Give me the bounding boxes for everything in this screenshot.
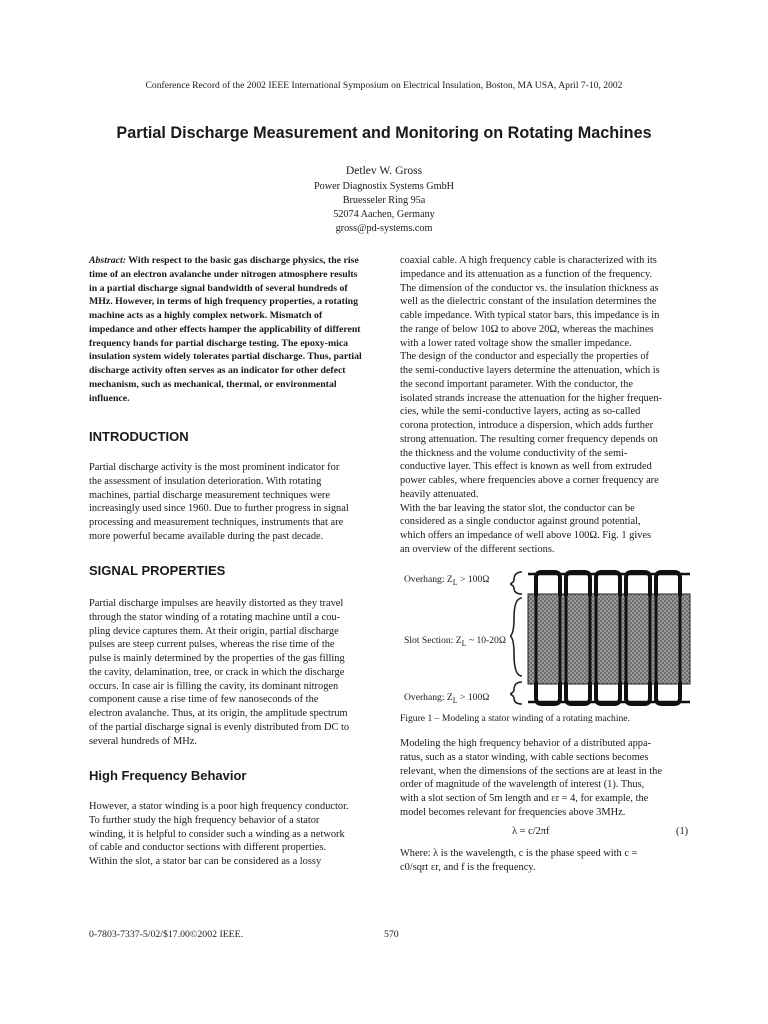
- conference-header: Conference Record of the 2002 IEEE International Symposium on Electrical Insulation, Boston, MA USA, April 7-10, 2002: [145, 80, 623, 91]
- author-name: Detlev W. Gross: [345, 164, 423, 177]
- text-line: more powerful became available during the past decade.: [89, 530, 324, 542]
- high-frequency-text: [89, 800, 385, 869]
- text-line: electron avalanche. Thus, at its origin, the amplitude spectrum: [89, 708, 348, 719]
- abstract-line: discharge activity often serves as an indicator for other defect: [89, 365, 346, 376]
- text-line: cable impedance. With typical stator bars, this impedance is in: [400, 310, 660, 321]
- abstract-line: machine acts as a highly complex network. Mismatch of: [89, 310, 323, 321]
- text-line: Partial discharge activity is the most prominent indicator for: [89, 462, 340, 473]
- text-line: Partial discharge impulses are heavily distorted as they travel: [89, 598, 344, 609]
- abstract-line: impedance and other effects hamper the applicability of different: [89, 323, 361, 335]
- text-line: the semi-conductive layers determine the attenuation, which is: [400, 365, 660, 376]
- text-line: the second important parameter. With the conductor, the: [400, 378, 633, 390]
- abstract-line: mechanism, such as mechanical, thermal, or environmental: [89, 378, 337, 390]
- text-line: To further study the high frequency behavior of a stator: [89, 814, 320, 826]
- abstract-label: Abstract:: [89, 255, 127, 266]
- text-line: With the bar leaving the stator slot, the conductor can be: [400, 502, 635, 514]
- text-line: the range of below 10Ω to above 20Ω, whereas the machines: [400, 323, 654, 335]
- stator-winding-figure: [510, 568, 696, 710]
- text-line: component cause a rise time of few nanoseconds of the: [89, 694, 319, 706]
- signal-properties-text: [89, 597, 385, 748]
- text-line: an overview of the different sections.: [400, 543, 555, 555]
- text-line: processing and measurement techniques, instruments that are: [89, 517, 344, 528]
- text-line: cies, while the semi-conductive layers, acting as so-called: [400, 406, 641, 418]
- figure-caption: Figure 1 – Modeling a stator winding of a rotating machine.: [400, 713, 630, 724]
- figure-label-overhang-bottom: Overhang: $Z_L > 100\Omega$: [404, 692, 490, 705]
- text-line: heavily attenuated.: [400, 488, 479, 500]
- text-line: The dimension of the conductor vs. the insulation thickness as: [400, 282, 659, 294]
- text-line: However, a stator winding is a poor high frequency conductor.: [89, 801, 349, 812]
- text-line: c0/sqrt εr, and f is the frequency.: [400, 861, 536, 873]
- text-line: The design of the conductor and especially the properties of: [400, 351, 649, 363]
- equation-wavelength: λ = c/2πf: [512, 826, 550, 837]
- text-line: strong attenuation. The resulting corner frequency depends on: [400, 433, 658, 445]
- text-line: the thickness and the volume conductivity of the semi-: [400, 447, 628, 459]
- text-line: which offers an impedance of well above 100Ω. Fig. 1 gives: [400, 530, 652, 541]
- introduction-text: [89, 461, 385, 544]
- heading-signal-properties: SIGNAL PROPERTIES: [89, 563, 226, 578]
- affiliation-city: 52074 Aachen, Germany: [333, 209, 435, 220]
- heading-high-frequency-behavior: High Frequency Behavior: [89, 768, 247, 783]
- right-column-text-3: [400, 847, 696, 875]
- text-line: isolated strands increase the attenuation for the higher frequen-: [400, 392, 662, 404]
- text-line: occurs. In case air is filling the cavity, its dominant nitrogen: [89, 680, 339, 692]
- text-line: considered as a single conductor against ground potential,: [400, 516, 641, 528]
- abstract-line: influence.: [89, 392, 130, 404]
- text-line: pling device captures them. At their origin, partial discharge: [89, 625, 339, 637]
- page-number: 570: [384, 929, 399, 940]
- text-line: power cables, where frequencies above a corner frequency are: [400, 475, 659, 486]
- brace-middle-icon: [510, 598, 522, 676]
- figure-label-overhang-top: Overhang: $Z_L > 100\Omega$: [404, 574, 490, 587]
- text-line: Modeling the high frequency behavior of a distributed appa-: [400, 738, 652, 749]
- text-line: the assessment of insulation deterioration. With rotating: [89, 475, 322, 487]
- affiliation-street: Bruesseler Ring 95a: [342, 195, 426, 206]
- paper-title: Partial Discharge Measurement and Monitoring on Rotating Machines: [116, 124, 652, 142]
- abstract-line: time of an electron avalanche under nitrogen atmosphere results: [89, 268, 358, 280]
- text-line: machines, partial discharge measurement techniques were: [89, 489, 331, 501]
- text-line: pulses are steep current pulses, whereas the rise time of the: [89, 639, 335, 651]
- text-line: winding, it is helpful to consider such a winding as a network: [89, 828, 345, 840]
- text-line: relevant, when the dimensions of the sections are at least in the: [400, 765, 662, 777]
- brace-bottom-icon: [510, 682, 522, 704]
- right-column-text-2: [400, 737, 696, 820]
- text-line: order of magnitude of the wavelength of interest (1). Thus,: [400, 779, 645, 791]
- text-line: Within the slot, a stator bar can be considered as a lossy: [89, 856, 322, 867]
- brace-top-icon: [510, 572, 522, 594]
- text-line: impedance and its attenuation as a function of the frequency.: [400, 268, 653, 280]
- abstract: [89, 254, 385, 405]
- text-line: Where: λ is the wavelength, c is the phase speed with c =: [400, 848, 638, 859]
- text-line: well as the dielectric constant of the insulation determines the: [400, 296, 657, 308]
- figure-label-slot-section: Slot Section: $Z_L$ ~ 10-20Ω: [404, 635, 506, 648]
- right-column-text-1: [400, 254, 696, 557]
- abstract-line: With respect to the basic gas discharge physics, the rise: [128, 255, 359, 266]
- text-line: several hundreds of MHz.: [89, 735, 197, 747]
- affiliation-email: gross@pd-systems.com: [335, 223, 433, 234]
- text-line: with a lower rated voltage show the smaller impedance.: [400, 337, 632, 349]
- text-line: with a slot section of 5m length and εr = 4, for example, the: [400, 793, 649, 804]
- text-line: of the partial discharge signal is evenly distributed from DC to: [89, 721, 350, 733]
- text-line: ratus, such as a stator winding, with cable sections becomes: [400, 751, 649, 763]
- text-line: corona protection, introduce a dispersion, which adds further: [400, 420, 654, 431]
- slot-section-core: [528, 594, 690, 684]
- text-line: model becomes relevant for frequencies above 3MHz.: [400, 806, 626, 818]
- text-line: coaxial cable. A high frequency cable is characterized with its: [400, 255, 657, 266]
- heading-introduction: INTRODUCTION: [89, 429, 189, 444]
- abstract-line: MHz. However, in terms of high frequency properties, a rotating: [89, 296, 359, 308]
- equation-number: (1): [676, 826, 689, 837]
- text-line: of cable and conductor sections with different properties.: [89, 842, 326, 854]
- affiliation-company: Power Diagnostix Systems GmbH: [313, 181, 455, 192]
- abstract-line: in a partial discharge signal bandwidth of several hundreds of: [89, 282, 348, 294]
- abstract-line: frequency bands for partial discharge testing. The epoxy-mica: [89, 337, 349, 349]
- text-line: conductive layer. This effect is known as well from extruded: [400, 461, 652, 473]
- copyright-notice: 0-7803-7337-5/02/$17.00©2002 IEEE.: [89, 929, 244, 940]
- text-line: pulse is mainly determined by the properties of the gas filling: [89, 653, 345, 664]
- text-line: through the stator winding of a rotating machine until a cou-: [89, 611, 341, 623]
- text-line: increasingly used since 1960. Due to further progress in signal: [89, 503, 349, 515]
- text-line: the cavity, delamination, tree, or crack in which the discharge: [89, 666, 345, 678]
- abstract-line: insulation system widely tolerates partial discharge. Thus, partial: [89, 351, 362, 363]
